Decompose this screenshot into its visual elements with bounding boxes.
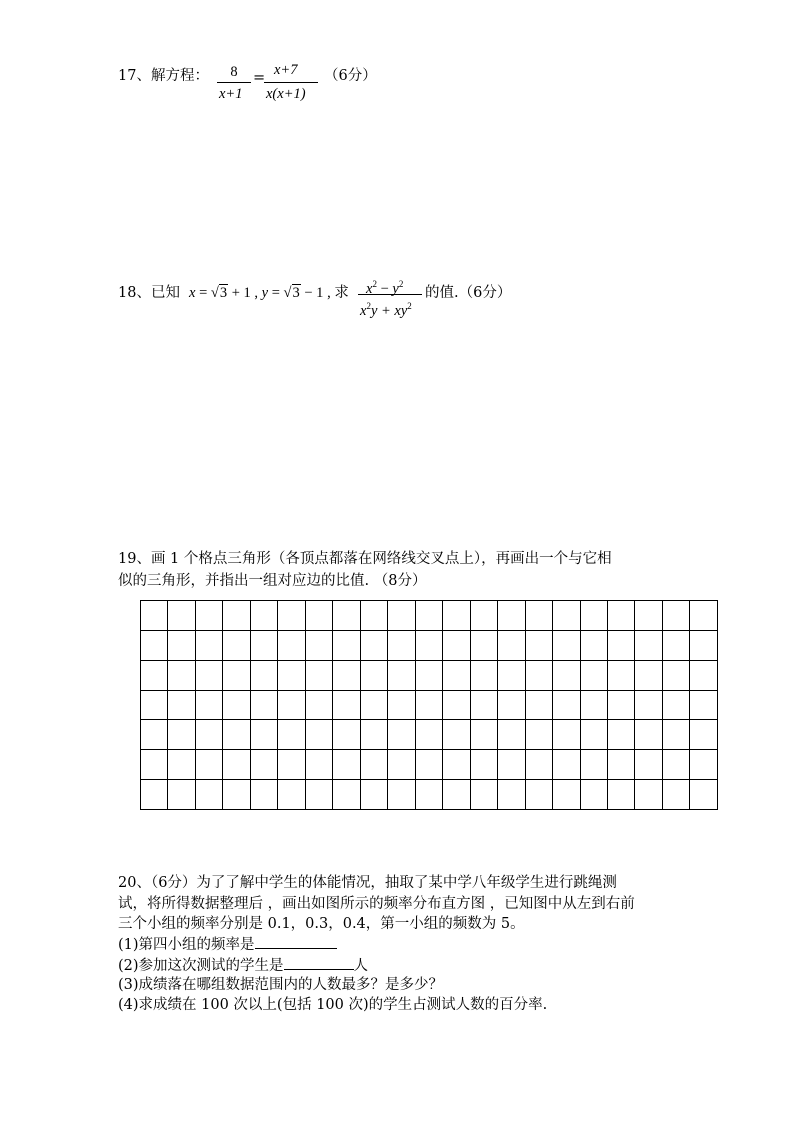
grid-cell[interactable]: [580, 660, 607, 690]
q17-prefix: 17、解方程：: [118, 68, 209, 84]
grid-cell[interactable]: [525, 750, 552, 780]
grid-cell[interactable]: [690, 660, 718, 690]
grid-cell[interactable]: [141, 750, 168, 780]
grid-cell[interactable]: [223, 660, 250, 690]
grid-cell[interactable]: [141, 720, 168, 750]
grid-cell[interactable]: [470, 630, 497, 660]
q20-sub-4: (4)求成绩在 100 次以上(包括 100 次)的学生占测试人数的百分率.: [118, 997, 548, 1013]
q18-comma: ,: [250, 285, 262, 301]
grid-cell[interactable]: [333, 720, 360, 750]
grid-cell[interactable]: [250, 690, 277, 720]
grid-cell[interactable]: [388, 750, 415, 780]
grid-cell[interactable]: [607, 720, 634, 750]
grid-cell[interactable]: [195, 660, 222, 690]
grid-row: [141, 750, 718, 780]
q18-den-x: x: [360, 302, 367, 319]
grid-cell[interactable]: [498, 601, 525, 631]
grid-cell[interactable]: [635, 601, 662, 631]
grid-cell[interactable]: [443, 720, 470, 750]
grid-cell[interactable]: [141, 690, 168, 720]
grid-cell[interactable]: [305, 780, 332, 810]
q20-sub-1: [118, 934, 337, 955]
q18-den-mid: y + xy: [370, 302, 408, 319]
grid-cell[interactable]: [278, 720, 305, 750]
grid-cell[interactable]: [607, 750, 634, 780]
answer-blank-2[interactable]: [284, 955, 354, 970]
grid-cell[interactable]: [388, 660, 415, 690]
grid-cell[interactable]: [553, 690, 580, 720]
grid-cell[interactable]: [553, 601, 580, 631]
q18-radicand-2: 3: [292, 285, 300, 301]
grid-cell[interactable]: [443, 750, 470, 780]
lattice-grid: [140, 600, 718, 810]
q18-suffix: 的值.（6分）: [425, 285, 512, 301]
q18-num-x-exp: 2: [372, 279, 377, 289]
q18-denominator: [360, 296, 412, 321]
q18-y-variable: y: [261, 285, 269, 301]
grid-cell[interactable]: [141, 630, 168, 660]
grid-cell[interactable]: [388, 601, 415, 631]
grid-cell[interactable]: [305, 720, 332, 750]
grid-cell[interactable]: [525, 660, 552, 690]
grid-cell[interactable]: [498, 720, 525, 750]
grid-cell[interactable]: [580, 780, 607, 810]
grid-cell[interactable]: [333, 750, 360, 780]
q18-minus-one: − 1: [300, 285, 324, 301]
sqrt-icon: √3: [210, 285, 228, 301]
grid-cell[interactable]: [305, 690, 332, 720]
q20-sub-3: (3)成绩落在哪组数据范围内的人数最多？是多少？: [118, 977, 444, 993]
q18-num-y-exp: 2: [398, 279, 404, 289]
q17-fraction-1: [217, 58, 251, 104]
grid-cell[interactable]: [333, 601, 360, 631]
grid-cell[interactable]: [223, 750, 250, 780]
sqrt-icon: √3: [283, 285, 300, 301]
q17-frac2-numerator: x+7: [274, 62, 298, 78]
q18-x-variable: x: [189, 285, 196, 301]
grid-cell[interactable]: [553, 630, 580, 660]
grid-cell[interactable]: [168, 601, 195, 631]
q17-frac1-numerator: 8: [230, 64, 238, 80]
grid-cell[interactable]: [635, 780, 662, 810]
q18-den-x-exp: 2: [366, 301, 371, 311]
grid-cell[interactable]: [195, 690, 222, 720]
grid-cell[interactable]: [250, 750, 277, 780]
grid-cell[interactable]: [607, 690, 634, 720]
grid-cell[interactable]: [662, 780, 689, 810]
grid-cell[interactable]: [415, 660, 442, 690]
grid-cell[interactable]: [553, 720, 580, 750]
grid-cell[interactable]: [195, 720, 222, 750]
grid-cell[interactable]: [223, 720, 250, 750]
grid-cell[interactable]: [690, 690, 718, 720]
grid-cell[interactable]: [250, 660, 277, 690]
grid-cell[interactable]: [607, 630, 634, 660]
grid-cell[interactable]: [333, 690, 360, 720]
grid-cell[interactable]: [443, 780, 470, 810]
q18-equals-2: =: [268, 285, 284, 301]
q18-fraction: [358, 268, 422, 320]
grid-cell[interactable]: [470, 660, 497, 690]
grid-cell[interactable]: [168, 660, 195, 690]
grid-cell[interactable]: [553, 750, 580, 780]
grid-cell[interactable]: [360, 601, 387, 631]
grid-cell[interactable]: [498, 690, 525, 720]
grid-cell[interactable]: [525, 690, 552, 720]
grid-cell[interactable]: [168, 630, 195, 660]
grid-row: [141, 690, 718, 720]
grid-cell[interactable]: [168, 750, 195, 780]
q17-frac1-denominator: x+1: [219, 86, 243, 102]
grid-cell[interactable]: [443, 690, 470, 720]
grid-cell[interactable]: [443, 601, 470, 631]
grid-cell[interactable]: [635, 660, 662, 690]
grid-cell[interactable]: [223, 630, 250, 660]
grid-cell[interactable]: [635, 750, 662, 780]
grid-cell[interactable]: [525, 601, 552, 631]
q20-line-2: 试，将所得数据整理后 ，画出如图所示的频率分布直方图 ，已知图中从左到右前: [118, 896, 635, 912]
grid-cell[interactable]: [498, 660, 525, 690]
answer-blank-1[interactable]: [255, 934, 337, 949]
grid-cell[interactable]: [580, 601, 607, 631]
grid-cell[interactable]: [250, 720, 277, 750]
grid-cell[interactable]: [360, 720, 387, 750]
q18-num-y: y: [392, 280, 399, 297]
grid-cell[interactable]: [195, 601, 222, 631]
grid-cell[interactable]: [388, 630, 415, 660]
grid-cell[interactable]: [333, 660, 360, 690]
grid-row: [141, 660, 718, 690]
grid-cell[interactable]: [580, 720, 607, 750]
grid-row: [141, 720, 718, 750]
grid-cell[interactable]: [607, 660, 634, 690]
q20-line-3: 三个小组的频率分别是 0.1，0.3，0.4，第一小组的频数为 5。: [118, 916, 525, 932]
q18-plus-one: + 1: [228, 285, 251, 301]
grid-cell[interactable]: [305, 630, 332, 660]
grid-row: [141, 601, 718, 631]
grid-cell[interactable]: [607, 601, 634, 631]
q20-sub-2-text: (2)参加这次测试的学生是: [118, 958, 284, 974]
grid-cell[interactable]: [580, 690, 607, 720]
q18-num-minus: −: [376, 280, 393, 297]
grid-cell[interactable]: [498, 630, 525, 660]
grid-cell[interactable]: [278, 630, 305, 660]
grid-cell[interactable]: [470, 720, 497, 750]
grid-cell[interactable]: [470, 750, 497, 780]
grid-cell[interactable]: [525, 720, 552, 750]
grid-cell[interactable]: [662, 720, 689, 750]
grid-cell[interactable]: [690, 630, 718, 660]
grid-cell[interactable]: [388, 780, 415, 810]
grid-cell[interactable]: [278, 690, 305, 720]
grid-cell[interactable]: [305, 660, 332, 690]
q20-sub-2-unit: 人: [353, 958, 369, 974]
grid-cell[interactable]: [168, 690, 195, 720]
grid-cell[interactable]: [690, 601, 718, 631]
grid-cell[interactable]: [141, 780, 168, 810]
grid-cell[interactable]: [250, 780, 277, 810]
grid-cell[interactable]: [415, 780, 442, 810]
grid-cell[interactable]: [470, 690, 497, 720]
grid-cell[interactable]: [525, 780, 552, 810]
grid-cell[interactable]: [580, 630, 607, 660]
grid-cell[interactable]: [470, 780, 497, 810]
grid-cell[interactable]: [415, 690, 442, 720]
grid-cell[interactable]: [470, 601, 497, 631]
grid-cell[interactable]: [690, 720, 718, 750]
grid-cell[interactable]: [141, 660, 168, 690]
grid-cell[interactable]: [333, 630, 360, 660]
grid-cell[interactable]: [278, 750, 305, 780]
grid-cell[interactable]: [662, 601, 689, 631]
grid-cell[interactable]: [360, 780, 387, 810]
q18-comma-ask: , 求: [323, 285, 349, 301]
grid-cell[interactable]: [223, 690, 250, 720]
q18-radicand-1: 3: [219, 285, 228, 301]
grid-cell[interactable]: [662, 750, 689, 780]
q18-den-y-exp: 2: [407, 301, 412, 311]
grid-row: [141, 780, 718, 810]
grid-cell[interactable]: [690, 750, 718, 780]
grid-cell[interactable]: [607, 780, 634, 810]
grid-row: [141, 630, 718, 660]
grid-cell[interactable]: [498, 750, 525, 780]
grid-cell[interactable]: [525, 630, 552, 660]
q19-line-1: 19、画 1 个格点三角形（各顶点都落在网络线交叉点上），再画出一个与它相: [118, 551, 612, 567]
grid-cell[interactable]: [553, 660, 580, 690]
grid-cell[interactable]: [553, 780, 580, 810]
q20-sub-1-text: (1)第四小组的频率是: [118, 937, 255, 953]
q17-score: （6分）: [324, 68, 377, 84]
q19-line-2: 似的三角形，并指出一组对应边的比值. （8分）: [118, 573, 427, 589]
grid-cell[interactable]: [662, 660, 689, 690]
q18-num-x: x: [366, 280, 373, 297]
grid-cell[interactable]: [415, 630, 442, 660]
grid-cell[interactable]: [388, 690, 415, 720]
grid-cell[interactable]: [250, 630, 277, 660]
q18-x-expression: [189, 283, 349, 303]
q18-equals: =: [195, 285, 211, 301]
grid-cell[interactable]: [388, 720, 415, 750]
grid-cell[interactable]: [690, 780, 718, 810]
grid-cell[interactable]: [635, 720, 662, 750]
grid-cell[interactable]: [360, 690, 387, 720]
grid-cell[interactable]: [278, 601, 305, 631]
grid-cell[interactable]: [195, 630, 222, 660]
grid-cell[interactable]: [223, 780, 250, 810]
grid-cell[interactable]: [415, 720, 442, 750]
q20-line-1: 20、（6分）为了了解中学生的体能情况，抽取了某中学八年级学生进行跳绳测: [118, 875, 617, 891]
grid-cell[interactable]: [305, 601, 332, 631]
grid-cell[interactable]: [195, 750, 222, 780]
grid-cell[interactable]: [415, 750, 442, 780]
grid-cell[interactable]: [223, 601, 250, 631]
q17-equals: =: [253, 70, 266, 86]
grid-cell[interactable]: [333, 780, 360, 810]
q17-frac2-denominator: x(x+1): [266, 86, 306, 102]
grid-cell[interactable]: [498, 780, 525, 810]
grid-cell[interactable]: [278, 660, 305, 690]
grid-cell[interactable]: [360, 660, 387, 690]
grid-cell[interactable]: [662, 690, 689, 720]
grid-cell[interactable]: [415, 601, 442, 631]
q20-sub-2: [118, 955, 368, 976]
grid-cell[interactable]: [443, 630, 470, 660]
grid-cell[interactable]: [360, 750, 387, 780]
grid-cell[interactable]: [635, 690, 662, 720]
grid-cell[interactable]: [662, 630, 689, 660]
q18-prefix: 18、已知: [118, 285, 180, 301]
grid-cell[interactable]: [278, 780, 305, 810]
grid-cell[interactable]: [635, 630, 662, 660]
grid-cell[interactable]: [195, 780, 222, 810]
grid-cell[interactable]: [360, 630, 387, 660]
grid-cell[interactable]: [168, 780, 195, 810]
grid-cell[interactable]: [141, 601, 168, 631]
grid-cell[interactable]: [250, 601, 277, 631]
grid-cell[interactable]: [443, 660, 470, 690]
q17-fraction-2: [264, 58, 318, 104]
grid-cell[interactable]: [168, 720, 195, 750]
grid-cell[interactable]: [580, 750, 607, 780]
grid-cell[interactable]: [305, 750, 332, 780]
